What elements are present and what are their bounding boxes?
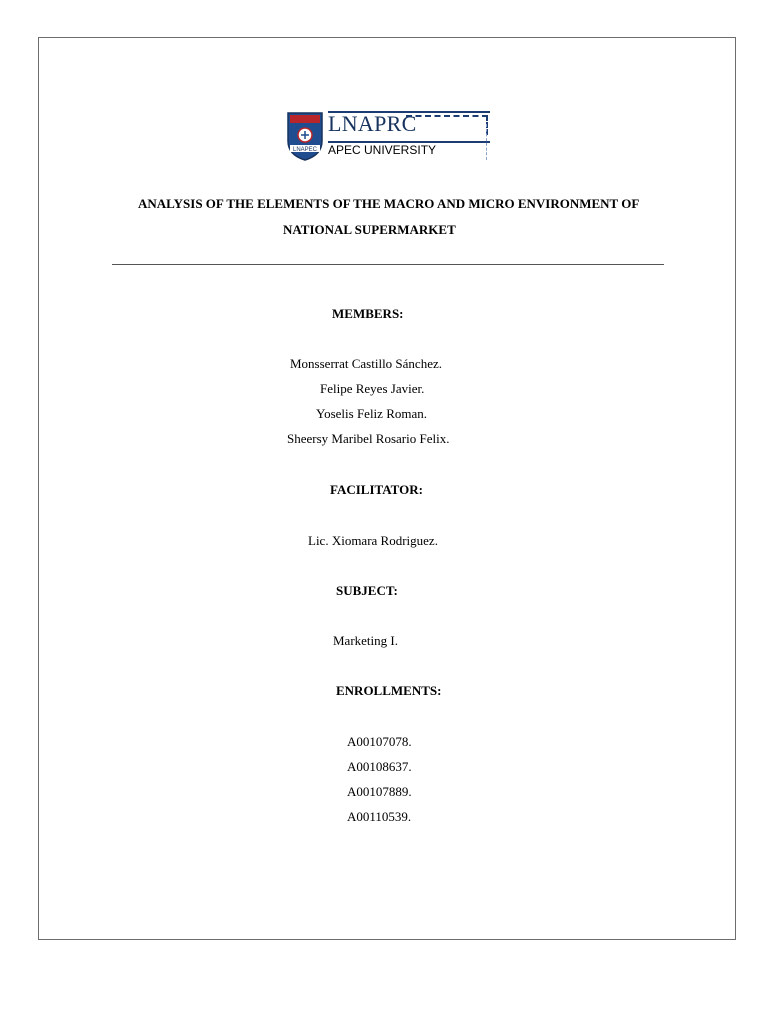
facilitator-heading: FACILITATOR:: [330, 482, 423, 497]
enrollment-id: A00110539.: [347, 809, 412, 824]
enrollment-id: A00107078.: [347, 734, 412, 749]
shield-icon: [286, 111, 324, 161]
university-logo: [286, 110, 490, 162]
enrollment-id: A00108637.: [347, 759, 412, 774]
member-name: Felipe Reyes Javier.: [320, 381, 425, 396]
member-name: Yoselis Feliz Roman.: [316, 406, 427, 421]
logo-name: LNAPRC: [328, 111, 417, 136]
logo-subtitle: APEC UNIVERSITY: [328, 143, 437, 157]
logo-frame-dash: [406, 115, 488, 135]
members-heading: MEMBERS:: [332, 306, 404, 321]
title-divider: [112, 264, 664, 265]
logo-frame-dash: [486, 124, 487, 160]
enrollments-heading: ENROLLMENTS:: [336, 683, 442, 698]
document-title-line-2: NATIONAL SUPERMARKET: [283, 222, 456, 237]
member-name: Monsserrat Castillo Sánchez.: [290, 356, 442, 371]
subject-heading: SUBJECT:: [336, 583, 398, 598]
member-name: Sheersy Maribel Rosario Felix.: [287, 431, 450, 446]
shield-text: LNAPEC: [292, 147, 318, 153]
document-title-line-1: ANALYSIS OF THE ELEMENTS OF THE MACRO AND MICRO ENVIRONMENT OF: [138, 196, 640, 211]
facilitator-name: Lic. Xiomara Rodriguez.: [308, 533, 438, 548]
enrollment-id: A00107889.: [347, 784, 412, 799]
subject-name: Marketing I.: [333, 633, 398, 648]
